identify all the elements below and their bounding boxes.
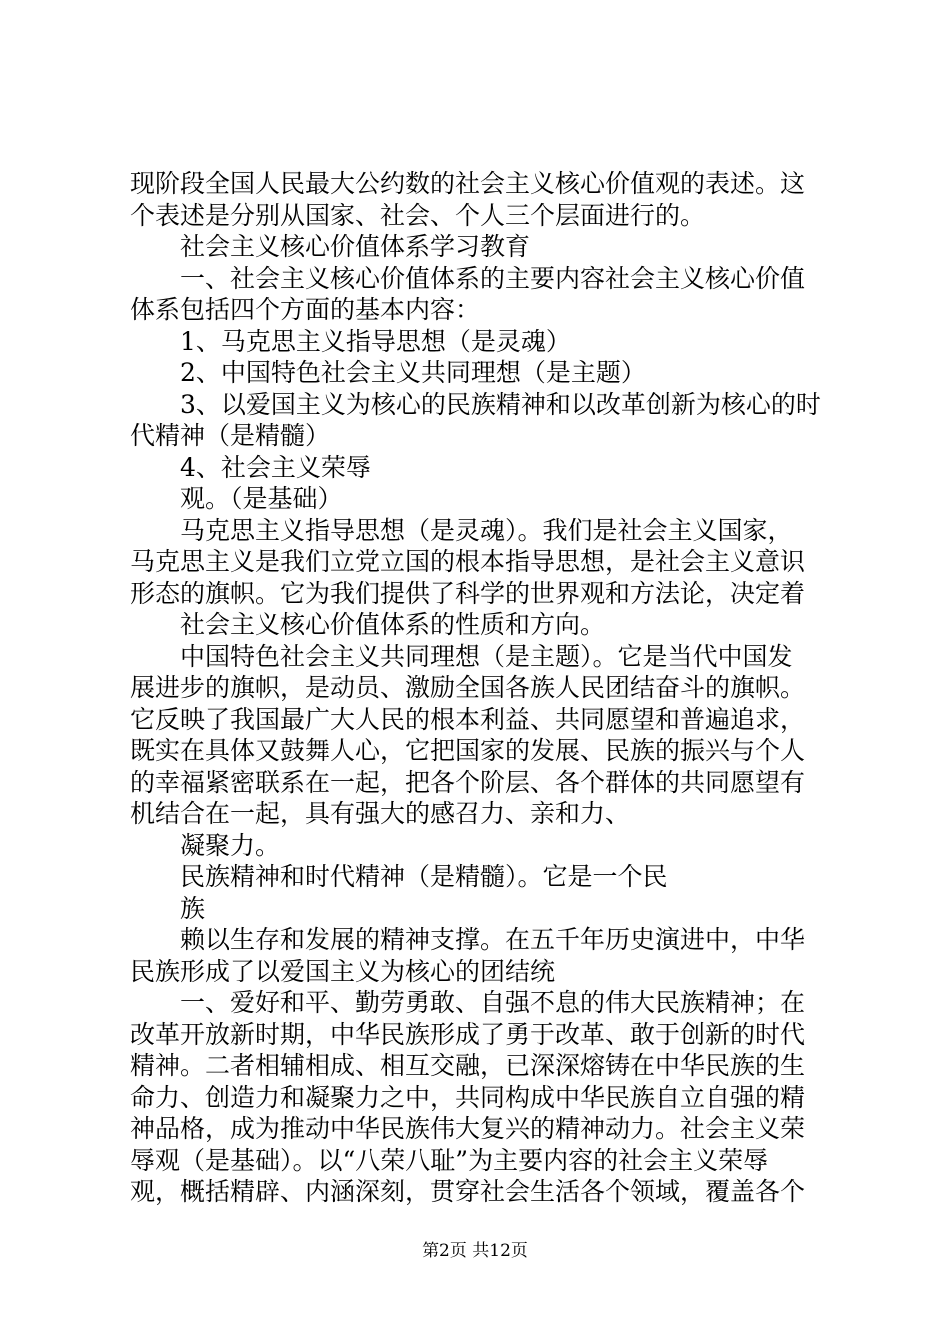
text-line: 赖以生存和发展的精神支撑。在五千年历史演进中，中华 <box>180 925 806 954</box>
text-line: 命力、创造力和凝聚力之中，共同构成中华民族自立自强的精 <box>130 1082 806 1112</box>
text-line: 1、马克思主义指导思想（是灵魂） <box>180 326 571 356</box>
text-line: 形态的旗帜。它为我们提供了科学的世界观和方法论，决定着 <box>130 578 806 608</box>
text-line: 展进步的旗帜，是动员、激励全国各族人民团结奋斗的旗帜。 <box>130 673 806 702</box>
text-line: 个表述是分别从国家、社会、个人三个层面进行的。 <box>130 200 706 230</box>
text-line: 民族精神和时代精神（是精髓）。它是一个民 <box>180 862 668 891</box>
text-line: 机结合在一起，具有强大的感召力、亲和力、 <box>130 799 631 828</box>
text-line: 社会主义核心价值体系学习教育 <box>180 232 531 261</box>
text-line: 凝聚力。 <box>180 830 281 860</box>
text-line: 神品格，成为推动中华民族伟大复兴的精神动力。社会主义荣 <box>130 1114 806 1143</box>
text-line: 它反映了我国最广大人民的根本利益、共同愿望和普遍追求， <box>130 704 806 734</box>
text-line: 4、社会主义荣辱 <box>180 452 371 482</box>
text-line: 马克思主义是我们立党立国的根本指导思想，是社会主义意识 <box>130 547 806 576</box>
text-line: 观，概括精辟、内涵深刻，贯穿社会生活各个领域，覆盖各个 <box>130 1177 806 1206</box>
document-body <box>130 168 830 1208</box>
text-line: 3、以爱国主义为核心的民族精神和以改革创新为核心的时 <box>180 389 821 419</box>
text-line: 民族形成了以爱国主义为核心的团结统 <box>130 956 556 986</box>
text-line: 族 <box>180 893 206 923</box>
text-line: 观。（是基础） <box>180 484 343 513</box>
text-line: 代精神（是精髓） <box>130 421 331 450</box>
text-line: 既实在具体又鼓舞人心，它把国家的发展、民族的振兴与个人 <box>130 736 806 765</box>
text-line: 马克思主义指导思想（是灵魂）。我们是社会主义国家， <box>180 515 793 545</box>
text-line: 改革开放新时期，中华民族形成了勇于改革、敢于创新的时代 <box>130 1019 806 1049</box>
text-line: 一、社会主义核心价值体系的主要内容社会主义核心价值 <box>180 263 806 293</box>
text-line: 辱观（是基础）。以“八荣八耻”为主要内容的社会主义荣辱 <box>130 1145 769 1175</box>
text-line: 精神。二者相辅相成、相互交融，已深深熔铸在中华民族的生 <box>130 1051 806 1080</box>
text-line: 一、爱好和平、勤劳勇敢、自强不息的伟大民族精神；在 <box>180 988 806 1017</box>
page-footer: 第2页 共12页 <box>422 1241 528 1261</box>
text-line: 2、中国特色社会主义共同理想（是主题） <box>180 358 646 387</box>
text-line: 中国特色社会主义共同理想（是主题）。它是当代中国发 <box>180 641 793 671</box>
text-line: 体系包括四个方面的基本内容： <box>130 295 481 324</box>
text-line: 社会主义核心价值体系的性质和方向。 <box>180 610 606 639</box>
text-line: 现阶段全国人民最大公约数的社会主义核心价值观的表述。这 <box>130 169 806 198</box>
text-line: 的幸福紧密联系在一起，把各个阶层、各个群体的共同愿望有 <box>130 767 806 797</box>
